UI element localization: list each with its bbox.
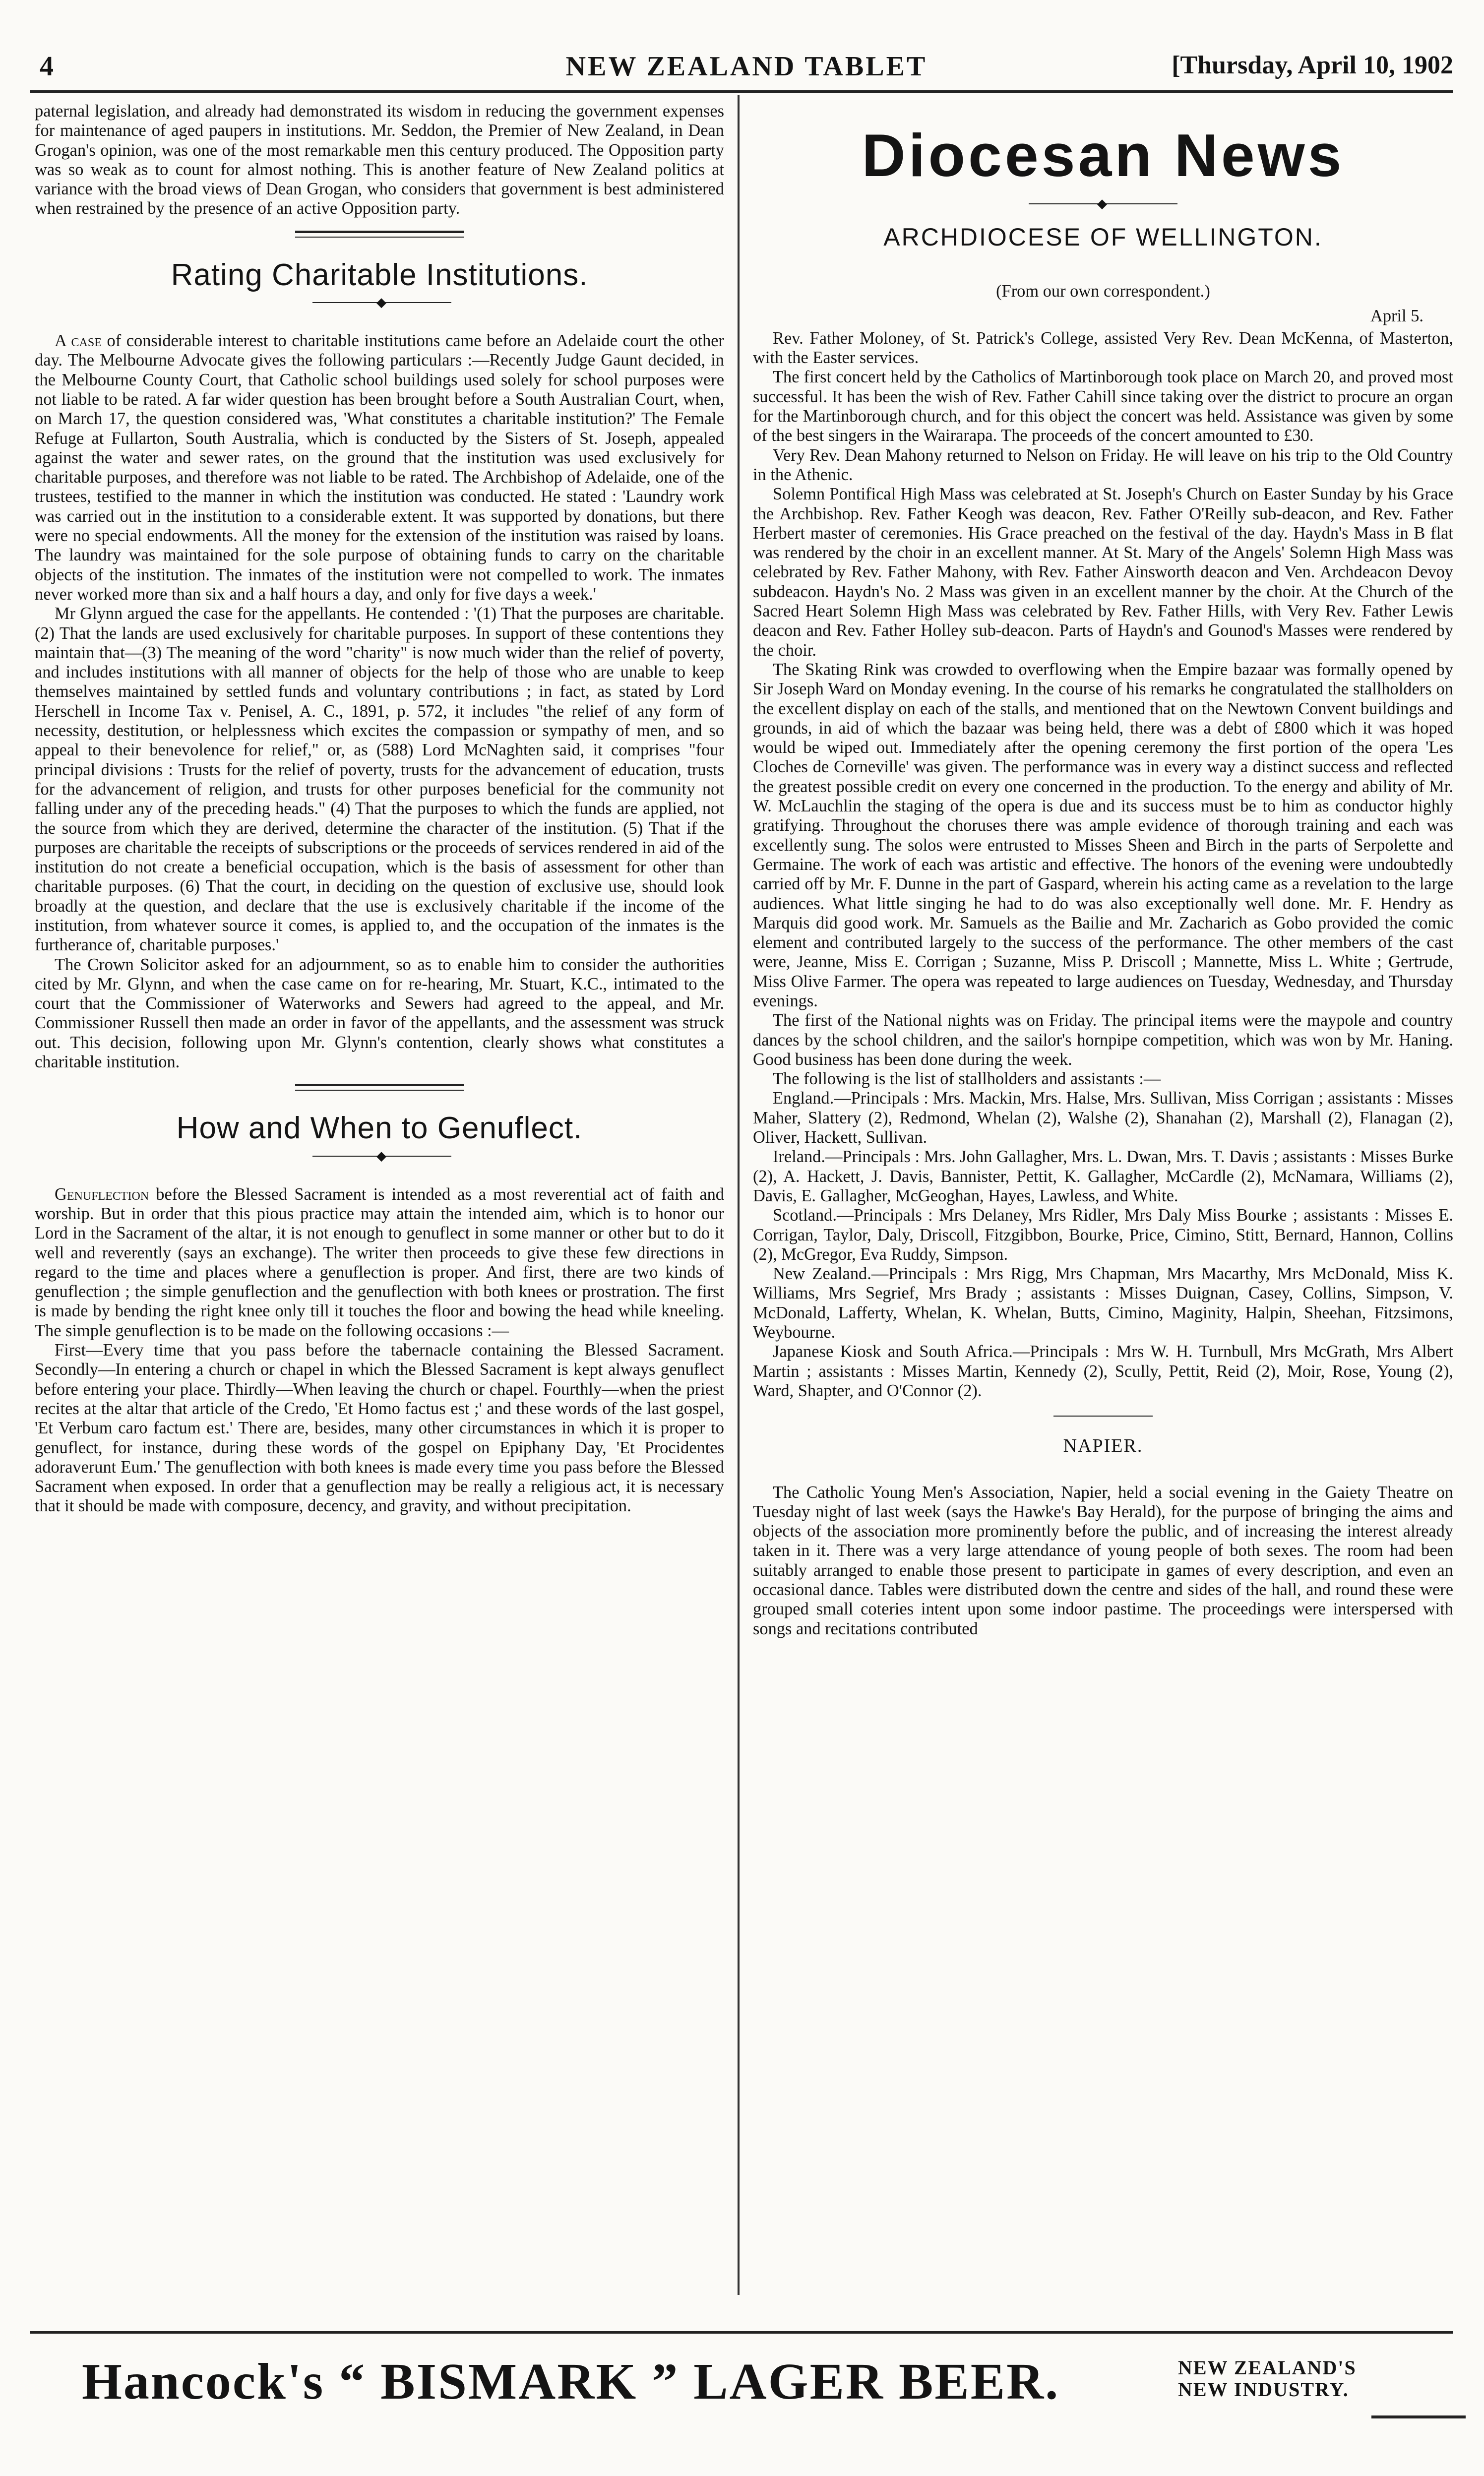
- news-paragraph: Solemn Pontifical High Mass was celebrated at St. Joseph's Church on Easter Sunday by his Grace the Archbishop. Rev. Father Keogh was deacon, Rev. Father O'Reilly sub-deacon, and Rev. Father Herbert master of ceremonies. His Grace preached on the festival of the day. Haydn's Mass in B flat was rendered by the choir in an excellent manner. At St. Mary of the Angels' Solemn High Mass was celebrated by Rev. Father Mahony, with Rev. Father Ainsworth deacon and Ven. Archdeacon Devoy subdeacon. Haydn's No. 2 Mass was given in an excellent manner by the choir. At the Church of the Sacred Heart Solemn High Mass was celebrated by Rev. Father Hills, with Very Rev. Father Lewis deacon and Rev. Father Holley sub-deacon. Parts of Haydn's and Gounod's Masses were rendered by the choir.: [753, 485, 1453, 660]
- news-paragraph: Very Rev. Dean Mahony returned to Nelson on Friday. He will leave on his trip to the Old Country in the Athenic.: [753, 445, 1453, 484]
- news-paragraph: Japanese Kiosk and South Africa.—Principals : Mrs W. H. Turnbull, Mrs McGrath, Mrs Albert Martin ; assistants : Misses Martin, Kennedy (2), Scully, Pettit, Reid (2), Moir, Rose, Young (2), Ward, Shapter, and O'Connor (2).: [753, 1342, 1453, 1400]
- news-paragraph: The following is the list of stallholders and assistants :—: [773, 1069, 1161, 1089]
- diamond-icon: ◆: [1097, 196, 1107, 211]
- correspondent-note: (From our own correspondent.): [996, 282, 1210, 301]
- napier-title: NAPIER.: [1063, 1435, 1143, 1457]
- napier-paragraph: The Catholic Young Men's Association, Napier, held a social evening in the Gaiety Theatre on Tuesday night of last week (says the Hawke's Bay Herald), for the purpose of bringing the aims and objects of the association more prominently before the public, and of increasing the interest already taken in it. There was a very large attendance of young people of both sexes. The room had been suitably arranged to enable those present to participate in games of every description, and even an occasional dance. Tables were distributed down the centre and sides of the hall, and round these were grouped small coteries intent upon some indoor pastime. The proceedings were interspersed with songs and recitations contributed: [753, 1483, 1453, 1638]
- section-divider: [295, 231, 464, 238]
- rating-title: Rating Charitable Institutions.: [171, 257, 588, 292]
- ad-flourish: [1371, 2415, 1466, 2418]
- news-paragraph: New Zealand.—Principals : Mrs Rigg, Mrs Chapman, Mrs Macarthy, Mrs McDonald, Miss K. Williams, Mrs Segrief, Mrs Brady ; assistants : Misses Duignan, Casey, Collins, Simpson, V. McDonald, Lafferty, Whelan, K. Whelan, Butts, Cimino, Maginity, Halpin, Sheehan, Fitzsimons, Weybourne.: [753, 1264, 1453, 1342]
- advertisement: [82, 2352, 1421, 2421]
- section-divider: [1053, 1416, 1153, 1417]
- genuflect-lead: Genuflection: [55, 1184, 149, 1204]
- intro-paragraph: paternal legislation, and already had demonstrated its wisdom in reducing the government expenses for maintenance of aged paupers in institutions. Mr. Seddon, the Premier of New Zealand, in Dean Grogan's opinion, was one of the most remarkable men this century produced. The Opposition party was so weak as to count for almost nothing. This is another feature of New Zealand politics at variance with the broad views of Dean Grogan, who considers that government is best administered when restrained by the presence of an active Opposition party.: [35, 102, 724, 218]
- ad-side-line-2: NEW INDUSTRY.: [1178, 2378, 1349, 2401]
- news-paragraph: Ireland.—Principals : Mrs. John Gallagher, Mrs. L. Dwan, Mrs. T. Davis ; assistants : Misses Burke (2), A. Hackett, J. Davis, Bannister, Pettit, K. Gallagher, McCardle (2), McNamara, Williams (2), Davis, E. Gallagher, McGeoghan, Hayes, Lawless, and White.: [753, 1147, 1453, 1205]
- genuflect-paragraph-2: First—Every time that you pass before the tabernacle containing the Blessed Sacrament. Secondly—In entering a church or chapel in which the Blessed Sacrament is kept always genuflect before entering your place. Thirdly—When leaving the church or chapel. Fourthly—when the priest recites at the altar that article of the Credo, 'Et Homo factus est ;' and these words of the last gospel, 'Et Verbum caro factum est.' There are, besides, many other circumstances in which it is proper to genuflect, for instance, during these words of the gospel on Epiphany Day, 'Et Procidentes adoraverunt Eum.' The genuflection with both knees is made every time you pass before the Blessed Sacrament when exposed. In order that a genuflection may be really a religious act, it is necessary that it should be made with composure, decency, and gravity, and without precipitation.: [35, 1341, 724, 1516]
- diamond-icon: ◆: [376, 295, 386, 310]
- section-divider: [295, 1084, 464, 1091]
- rating-body-1: of considerable interest to charitable institutions came before an Adelaide court the other day. The Melbourne Advocate gives the following particulars :—Recently Judge Gaunt decided, in the Melbourne County Court, that Catholic school buildings used solely for school purposes were not liable to be rated. A far wider question has been brought before a South Australian Court, when, on March 17, the question considered was, 'What constitutes a charitable institution?' The Female Refuge at Fullarton, South Australia, which is conducted by the Sisters of St. Joseph, appealed against the water and sewer rates, on the ground that the institution was used exclusively for charitable purposes, and therefore was not liable to be rated. The Archbishop of Adelaide, one of the trustees, testified to the manner in which the institution was conducted. He stated : 'Laundry work was carried out in the institution to a considerable extent. It was supported by donations, but there were no special endowments. All the money for the extension of the institution was raised by loans. The laundry was maintained for the sole purpose of obtaining funds to carry on the charitable objects of the institution. The inmates of the institution were not compelled to work. The inmates never worked more than six and a half hours a day, and only for five days a week.': [35, 331, 724, 604]
- masthead: NEW ZEALAND TABLET: [565, 51, 928, 82]
- rating-paragraph-3: The Crown Solicitor asked for an adjournment, so as to enable him to consider the authorities cited by Mr. Glynn, and when the case came on for re-hearing, Mr. Stuart, K.C., intimated to the court that the Commissioner of Waterworks and Sewers had agreed to the appeal, and Mr. Commissioner Russell then made an order in favor of the appellants, and the assessment was struck out. This decision, following upon Mr. Glynn's contention, clearly shows what constitutes a charitable institution.: [35, 955, 724, 1072]
- header-rule: [30, 90, 1453, 93]
- ad-side-line-1: NEW ZEALAND'S: [1178, 2356, 1357, 2379]
- archdiocese-subtitle: ARCHDIOCESE OF WELLINGTON.: [883, 223, 1323, 251]
- news-paragraph: England.—Principals : Mrs. Mackin, Mrs. Halse, Mrs. Sullivan, Miss Corrigan ; assistants : Misses Maher, Slattery (2), Redmond, Whelan (2), Walshe (2), Shanahan (2), Marshall (2), Flanagan (2), Oliver, Hackett, Sullivan.: [753, 1089, 1453, 1147]
- genuflect-body-1: before the Blessed Sacrament is intended as a most reverential act of faith and worship. But in order that this pious practice may attain the intended aim, which is to honor our Lord in the Sacrament of the altar, it is not enough to genuflect in some manner or other but to do it well and reverently (says an exchange). The writer then proceeds to give these few directions in regard to the time and places where a genuflection is proper. And first, there are two kinds of genuflection ; the simple genuflection and the genuflection with both knees or prostration. The first is made by bending the right knee only till it touches the floor and bowing the head while kneeling. The simple genuflection is to be made on the following occasions :—: [35, 1184, 724, 1340]
- news-paragraph: The first of the National nights was on Friday. The principal items were the maypole and country dances by the school children, and the sailor's hornpipe competition, which was won by Mr. Haning. Good business has been done during the week.: [753, 1011, 1453, 1069]
- news-paragraph: Rev. Father Moloney, of St. Patrick's College, assisted Very Rev. Dean McKenna, of Masterton, with the Easter services.: [753, 328, 1453, 368]
- rating-paragraph-2: Mr Glynn argued the case for the appellants. He contended : '(1) That the purposes are charitable. (2) That the lands are used exclusively for charitable purposes. In support of these contentions they maintain that—(3) The meaning of the word "charity" is now much wider than the relief of poverty, and includes institutions with all manner of objects for the help of those who are unable to keep themselves maintained by settled funds and voluntary contributions ; in fact, as stated by Lord Herschell in Income Tax v. Penisel, A. C., 1891, p. 572, it includes "the relief of any form of necessity, destitution, or helplessness which excites the compassion or sympathy of men, and so appeal to their benevolence for relief," or, as (588) Lord McNaghten said, it comprises "four principal divisions : Trusts for the relief of poverty, trusts for the advancement of education, trusts for the advancement of religion, and trusts for other purposes beneficial for the community not falling under any of the preceding heads." (4) That the purposes to which the funds are applied, not the source from which they are derived, determine the character of the institution. (5) That if the purposes are charitable the receipts of subscriptions or the proceeds of services rendered in aid of the institution do not create a beneficial occupation, which is the basis of assessment for other than charitable purposes. (6) That the court, in deciding on the question of exclusive use, should look broadly at the question, and declare that the use is exclusively charitable if the income of the institution, from whatever source it comes, is applied to, and the occupation of the inmates is the furtherance of, charitable purposes.': [35, 604, 724, 955]
- ornament: [753, 194, 1453, 214]
- left-column: [35, 102, 724, 1516]
- news-paragraph: The Skating Rink was crowded to overflowing when the Empire bazaar was formally opened by Sir Joseph Ward on Monday evening. In the course of his remarks he congratulated the stallholders on the excellent display on each of the stalls, and mentioned that on the Newtown Convent buildings and grounds, in aid of which the bazaar was being held, there was a debt of £800 which it was hoped would be wiped out. Immediately after the opening ceremony the first portion of the opera 'Les Cloches de Corneville' was given. The performance was in every way a distinct success and reflected the greatest possible credit on every one concerned in the production. To the energy and ability of Mr. W. McLauchlin the staging of the opera is due and its success must be to him as conductor highly gratifying. Throughout the choruses there was ample evidence of thorough training and each was excellently sung. The solos were entrusted to Misses Sheen and Birch in the parts of Serpolette and Germaine. The work of each was artistic and effective. The honors of the evening were undoubtedly carried off by Mr. F. Dunne in the part of Gaspard, wherein his acting came as a revelation to the large audiences. What little singing he had to do was also exceptionally well done. Mr. F. Hendry as Marquis did good work. Mr. Samuels as the Bailie and Mr. Zacharich as Gobo provided the comic element and contributed largely to the success of the performance. The other members of the cast were, Jeanne, Miss E. Corrigan ; Suzanne, Miss P. Driscoll ; Mannette, Miss L. White ; Gertrude, Miss Olive Farmer. The opera was repeated to large audiences on Tuesday, Wednesday, and Thursday evenings.: [753, 660, 1453, 1010]
- page-number: 4: [40, 51, 54, 82]
- dateline: April 5.: [1370, 306, 1423, 325]
- ornament: [35, 293, 724, 312]
- genuflect-title: How and When to Genuflect.: [176, 1111, 583, 1146]
- ornament: [35, 1146, 724, 1166]
- footer-rule: [30, 2331, 1453, 2334]
- diocesan-news-title: Diocesan News: [862, 122, 1345, 189]
- right-column: [753, 102, 1453, 1639]
- news-paragraph: Scotland.—Principals : Mrs Delaney, Mrs Ridler, Mrs Daly Miss Bourke ; assistants : Misses E. Corrigan, Taylor, Daly, Driscoll, Fitzgibbon, Bourke, Price, Cimino, Stitt, Bernard, Hannon, Collins (2), McGregor, Eva Ruddy, Simpson.: [753, 1206, 1453, 1264]
- ad-side-text: [1178, 2357, 1357, 2401]
- genuflect-paragraph-1: [35, 1185, 724, 1341]
- issue-date: [Thursday, April 10, 1902: [1172, 51, 1453, 79]
- page-header: [40, 46, 1453, 85]
- column-divider: [738, 95, 740, 2295]
- news-paragraph: The first concert held by the Catholics of Martinborough took place on March 20, and proved most successful. It has been the wish of Rev. Father Cahill since taking over the district to procure an organ for the Martinborough church, and for this object the concert was held. Assistance was given by some of the best singers in the Wairarapa. The proceeds of the concert amounted to £30.: [753, 368, 1453, 445]
- rating-lead: A case: [55, 331, 102, 351]
- diamond-icon: ◆: [376, 1148, 386, 1163]
- rating-paragraph-1: [35, 331, 724, 604]
- ad-headline: Hancock's “ BISMARK ” LAGER BEER.: [82, 2353, 1060, 2410]
